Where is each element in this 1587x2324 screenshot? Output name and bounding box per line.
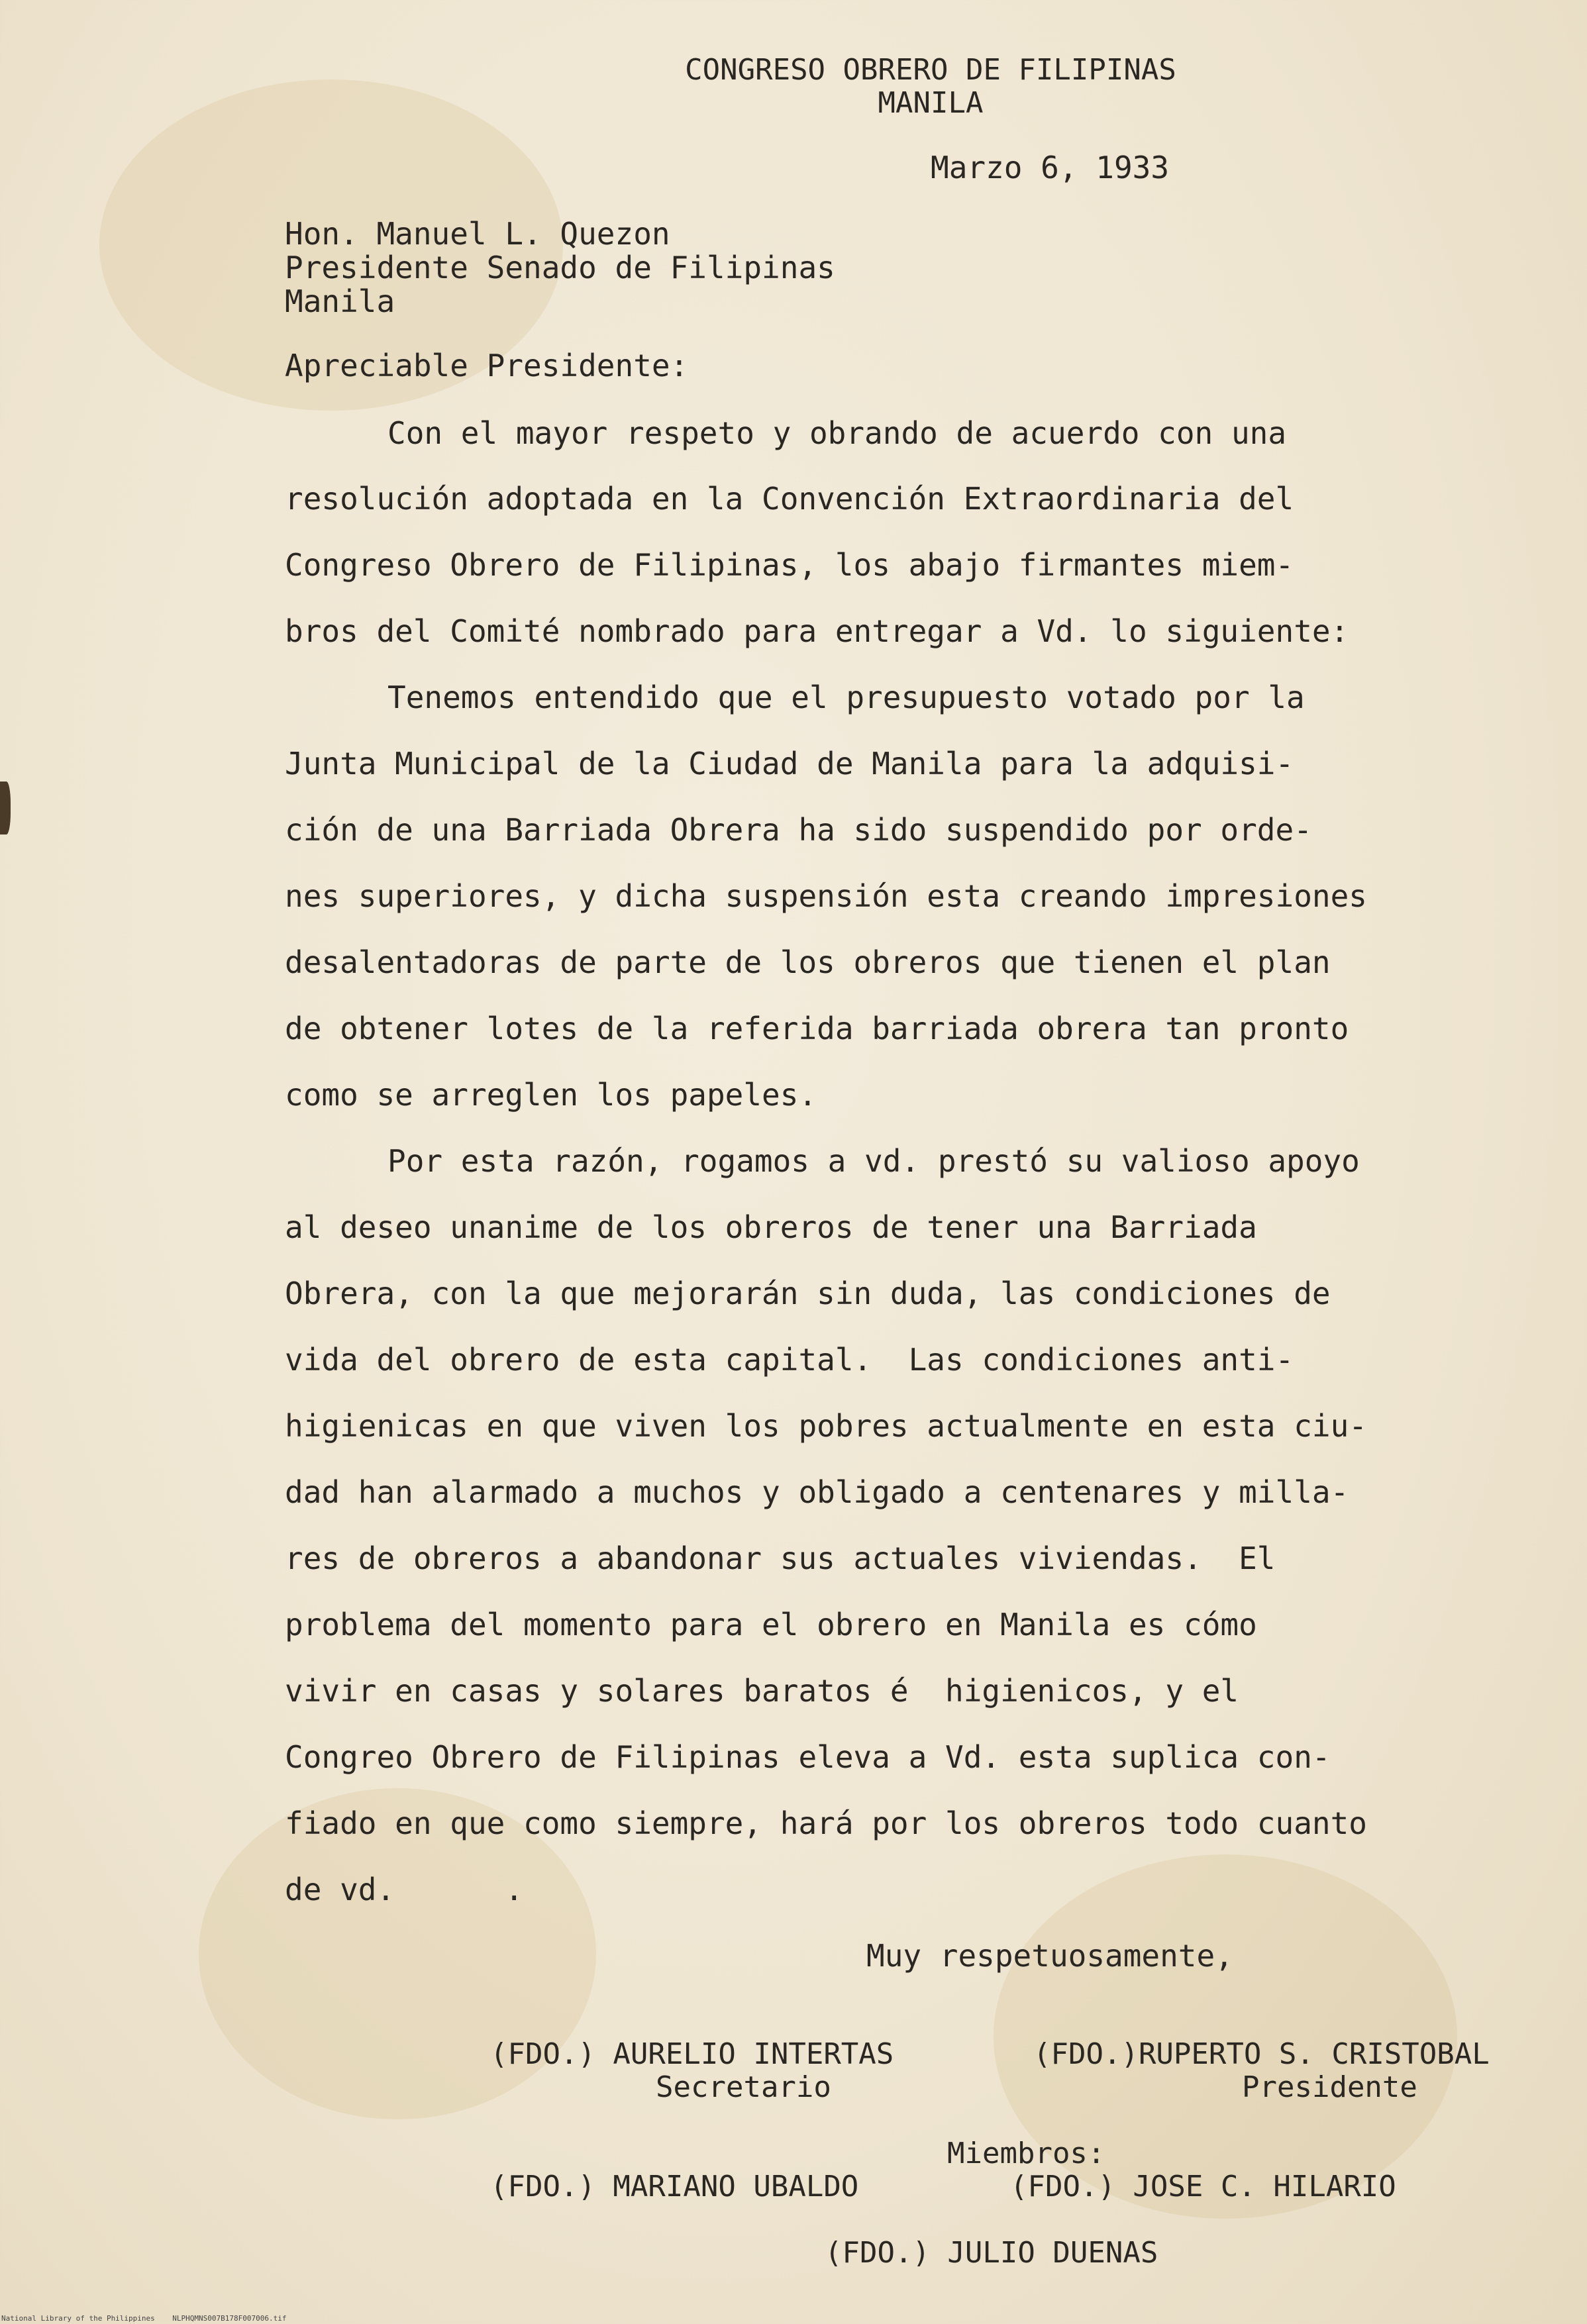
member-signature: (FDO.) JOSE C. HILARIO [1010, 2170, 1396, 2203]
body-line: fiado en que como siempre, hará por los obreros todo cuanto [285, 1805, 1367, 1841]
body-line: bros del Comité nombrado para entregar a Vd. lo siguiente: [285, 613, 1349, 649]
body-line: vivir en casas y solares baratos é higienicos, y el [285, 1673, 1239, 1709]
recipient-line-1: Hon. Manuel L. Quezon [285, 216, 670, 252]
body-line: Por esta razón, rogamos a vd. prestó su valioso apoyo [387, 1143, 1360, 1179]
body-line: Junta Municipal de la Ciudad de Manila para la adquisi- [285, 746, 1294, 782]
scan-footer: National Library of the Philippines NLPHQMNS007B178F007006.tif [1, 2314, 287, 2323]
member-signature: (FDO.) JULIO DUENAS [825, 2236, 1158, 2270]
body-line: de obtener lotes de la referida barriada obrera tan pronto [285, 1011, 1349, 1046]
body-line: de vd. . [285, 1872, 524, 1907]
signature-title-president: Presidente [1242, 2070, 1417, 2104]
body-line: ción de una Barriada Obrera ha sido suspendido por orde- [285, 812, 1312, 848]
signature-title-secretary: Secretario [656, 2070, 831, 2104]
body-line: Con el mayor respeto y obrando de acuerdo con una [387, 415, 1287, 451]
body-line: al deseo unanime de los obreros de tener una Barriada [285, 1209, 1257, 1245]
body-line: Tenemos entendido que el presupuesto votado por la [387, 680, 1305, 715]
body-line: nes superiores, y dicha suspensión esta creando impresiones [285, 878, 1367, 914]
letter-date: Marzo 6, 1933 [931, 150, 1170, 185]
body-line: Congreo Obrero de Filipinas eleva a Vd. esta suplica con- [285, 1739, 1331, 1775]
recipient-line-2: Presidente Senado de Filipinas [285, 250, 835, 285]
member-signature: (FDO.) MARIANO UBALDO [490, 2170, 859, 2203]
body-line: res de obreros a abandonar sus actuales viviendas. El [285, 1541, 1276, 1576]
body-line: vida del obrero de esta capital. Las condiciones anti- [285, 1342, 1294, 1378]
members-label: Miembros: [947, 2137, 1105, 2170]
margin-hole [0, 782, 11, 834]
body-line: higienicas en que viven los pobres actualmente en esta ciu- [285, 1408, 1367, 1444]
closing: Muy respetuosamente, [866, 1938, 1233, 1974]
salutation: Apreciable Presidente: [285, 348, 689, 383]
body-line: dad han alarmado a muchos y obligado a centenares y milla- [285, 1474, 1349, 1510]
signature-name-president: (FDO.)RUPERTO S. CRISTOBAL [1033, 2037, 1490, 2071]
body-line: problema del momento para el obrero en Manila es cómo [285, 1607, 1257, 1642]
signature-name-secretary: (FDO.) AURELIO INTERTAS [490, 2037, 894, 2071]
body-line: desalentadoras de parte de los obreros que tienen el plan [285, 944, 1331, 980]
recipient-line-3: Manila [285, 283, 395, 319]
body-line: como se arreglen los papeles. [285, 1077, 817, 1113]
body-line: Obrera, con la que mejorarán sin duda, las condiciones de [285, 1276, 1331, 1311]
body-line: Congreso Obrero de Filipinas, los abajo firmantes miem- [285, 547, 1294, 583]
body-line: resolución adoptada en la Convención Extraordinaria del [285, 481, 1294, 517]
letterhead-org: CONGRESO OBRERO DE FILIPINAS [685, 53, 1176, 87]
letterhead-city: MANILA [878, 86, 984, 120]
